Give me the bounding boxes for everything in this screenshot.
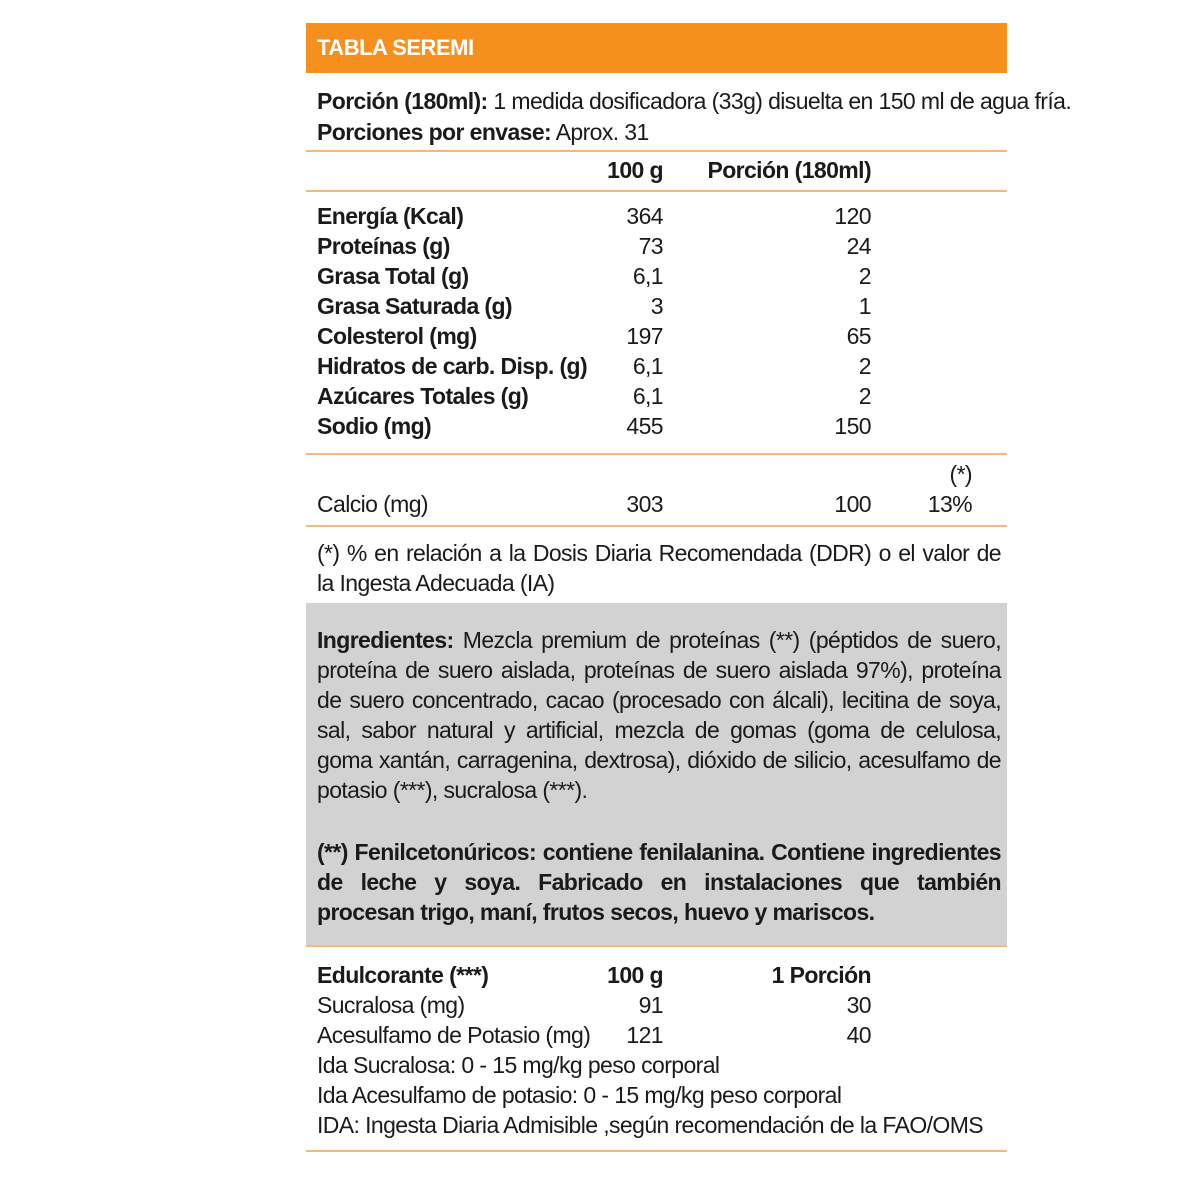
nutrient-label: Proteínas (g) xyxy=(317,233,450,259)
sweetener-value-100g: 91 xyxy=(638,992,663,1018)
value-portion: 120 xyxy=(834,203,871,229)
value-portion: 2 xyxy=(858,353,871,379)
table-row xyxy=(306,261,1007,291)
sweeteners-col-100g: 100 g xyxy=(607,962,663,988)
sweetener-note-text: Ida Sucralosa: 0 - 15 mg/kg peso corporal xyxy=(317,1052,720,1078)
serving-info xyxy=(306,73,1072,150)
nutrient-label: Grasa Total (g) xyxy=(317,263,469,289)
nutrition-panel xyxy=(306,23,1072,1152)
calcium-section xyxy=(306,455,1007,525)
sweetener-label: Acesulfamo de Potasio (mg) xyxy=(317,1022,591,1048)
ingredients-paragraph xyxy=(317,625,1001,805)
sweetener-value-portion: 40 xyxy=(846,1022,871,1048)
nutrient-label: Sodio (mg) xyxy=(317,413,432,439)
sweetener-note-text: Ida Acesulfamo de potasio: 0 - 15 mg/kg peso corporal xyxy=(317,1082,842,1108)
sweetener-value-100g: 121 xyxy=(626,1022,663,1048)
calcium-label: Calcio (mg) xyxy=(317,491,428,517)
nutrient-label: Energía (Kcal) xyxy=(317,203,464,229)
table-row xyxy=(306,231,1007,261)
portion-text: 1 medida dosificadora (33g) disuelta en 150 ml de agua fría. xyxy=(493,88,1072,114)
sweetener-note xyxy=(306,1050,1007,1080)
nutrient-label: Azúcares Totales (g) xyxy=(317,383,529,409)
value-portion: 65 xyxy=(846,323,871,349)
sweetener-note xyxy=(306,1080,1007,1110)
table-row xyxy=(306,201,1007,231)
value-portion: 24 xyxy=(846,233,871,259)
calcium-row xyxy=(306,489,1007,519)
value-100g: 6,1 xyxy=(632,263,663,289)
value-100g: 6,1 xyxy=(632,383,663,409)
table-row xyxy=(306,990,1007,1020)
nutrient-label: Hidratos de carb. Disp. (g) xyxy=(317,353,588,379)
per-pack-label: Porciones por envase: xyxy=(317,119,552,145)
divider xyxy=(306,1150,1007,1152)
allergen-warning: (**) Fenilcetonúricos: contiene fenilalanina. Contiene ingredientes de leche y soya. Fabricado en instalaciones que también procesan trigo, maní, frutos secos, huevo y mariscos. xyxy=(317,839,1001,925)
ingredients-label: Ingredientes: xyxy=(317,627,454,653)
value-100g: 455 xyxy=(626,413,663,439)
table-row xyxy=(306,381,1007,411)
sweetener-note xyxy=(306,1110,1007,1140)
table-row xyxy=(306,351,1007,381)
nutrition-column-headers xyxy=(306,152,1007,190)
per-pack-line xyxy=(317,117,1001,148)
sweeteners-col-portion: 1 Porción xyxy=(771,962,871,988)
ingredients-section xyxy=(306,603,1007,945)
calcium-ddr-percent: 13% xyxy=(927,491,972,517)
sweeteners-header-label: Edulcorante (***) xyxy=(317,962,489,988)
value-100g: 6,1 xyxy=(632,353,663,379)
value-portion: 1 xyxy=(858,293,871,319)
value-portion: 150 xyxy=(834,413,871,439)
table-title: TABLA SEREMI xyxy=(306,23,1007,73)
value-portion: 2 xyxy=(858,263,871,289)
per-pack-text: Aprox. 31 xyxy=(555,119,649,145)
value-100g: 197 xyxy=(626,323,663,349)
table-row xyxy=(306,1020,1007,1050)
value-100g: 364 xyxy=(626,203,663,229)
value-portion: 2 xyxy=(858,383,871,409)
ddr-mark: (*) xyxy=(949,461,972,487)
nutrient-label: Colesterol (mg) xyxy=(317,323,477,349)
sweeteners-header xyxy=(306,960,1007,990)
sweetener-note-text: IDA: Ingesta Diaria Admisible ,según recomendación de la FAO/OMS xyxy=(317,1112,983,1138)
table-row xyxy=(306,321,1007,351)
value-100g: 73 xyxy=(638,233,663,259)
table-row xyxy=(306,411,1007,441)
ingredients-text: Mezcla premium de proteínas (**) (péptidos de suero, proteína de suero aislada, proteínas de suero aislada 97%), proteína de suero concentrado, cacao (procesado con álcali), lecitina de soya, sal, sabor natural y artificial, mezcla de gomas (goma de celulosa, goma xantán, carragenina, dextrosa), dióxido de silicio, acesulfamo de potasio (***), sucralosa (***). xyxy=(317,627,1001,803)
value-100g: 3 xyxy=(650,293,663,319)
sweeteners-section xyxy=(306,947,1007,1140)
ddr-note: (*) % en relación a la Dosis Diaria Recomendada (DDR) o el valor de la Ingesta Adecuada (IA) xyxy=(317,540,1001,596)
table-row xyxy=(306,291,1007,321)
col-portion-header: Porción (180ml) xyxy=(707,157,871,183)
portion-label: Porción (180ml): xyxy=(317,88,488,114)
sweetener-label: Sucralosa (mg) xyxy=(317,992,465,1018)
nutrient-label: Grasa Saturada (g) xyxy=(317,293,512,319)
portion-line xyxy=(317,86,1072,117)
nutrition-rows xyxy=(306,192,1007,453)
sweetener-value-portion: 30 xyxy=(846,992,871,1018)
calcium-value-portion: 100 xyxy=(834,491,871,517)
calcium-value-100g: 303 xyxy=(626,491,663,517)
col-100g-header: 100 g xyxy=(607,157,663,183)
